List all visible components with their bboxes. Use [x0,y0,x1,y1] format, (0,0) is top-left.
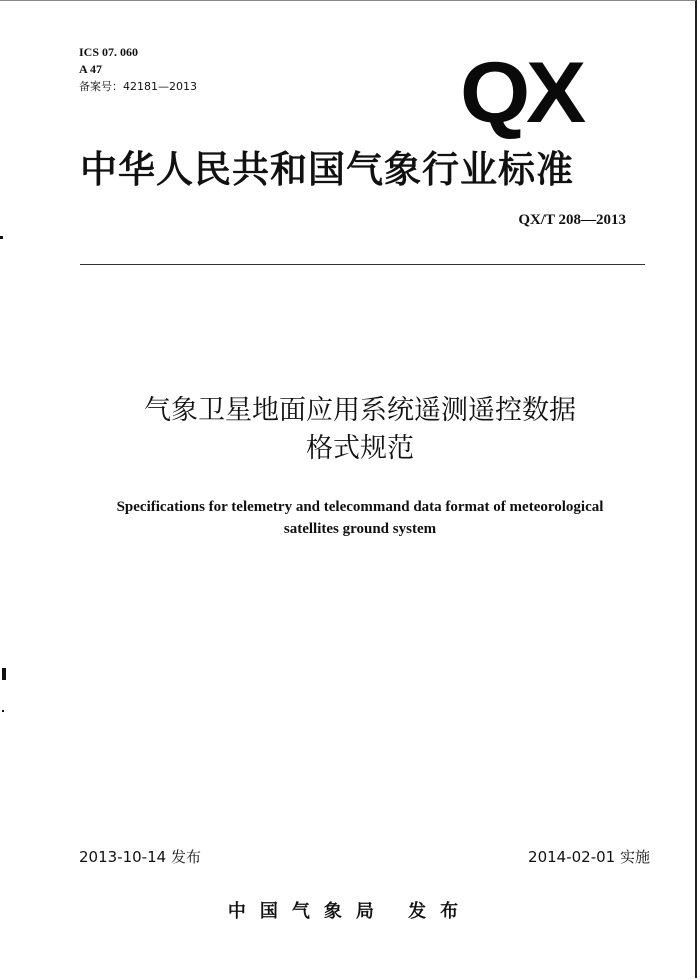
header-divider [80,264,645,265]
english-title-line-2: satellites ground system [283,521,437,537]
record-number: 备案号：42181—2013 [79,80,197,93]
standard-code: QX/T 208—2013 [518,212,626,228]
scan-speck [2,668,6,680]
scan-speck [0,236,3,239]
scan-speck [2,710,4,712]
issue-date: 2013-10-14 发布 [79,848,201,866]
chinese-title [60,392,660,468]
header-meta [79,44,197,95]
english-title-line-1: Specifications for telemetry and telecommand data format of meteorological [116,499,604,515]
classification-code: A 47 [79,62,103,76]
chinese-title-line-1: 气象卫星地面应用系统遥测遥控数据 [144,395,576,426]
chinese-title-line-2: 格式规范 [306,433,414,464]
publisher: 中国气象局 发布 [227,901,473,922]
ics-code: ICS 07. 060 [79,45,139,59]
effective-date: 2014-02-01 实施 [528,848,650,866]
qx-logo: QX [460,45,583,141]
english-title [60,496,660,540]
standard-title: 中华人民共和国气象行业标准 [80,148,574,191]
